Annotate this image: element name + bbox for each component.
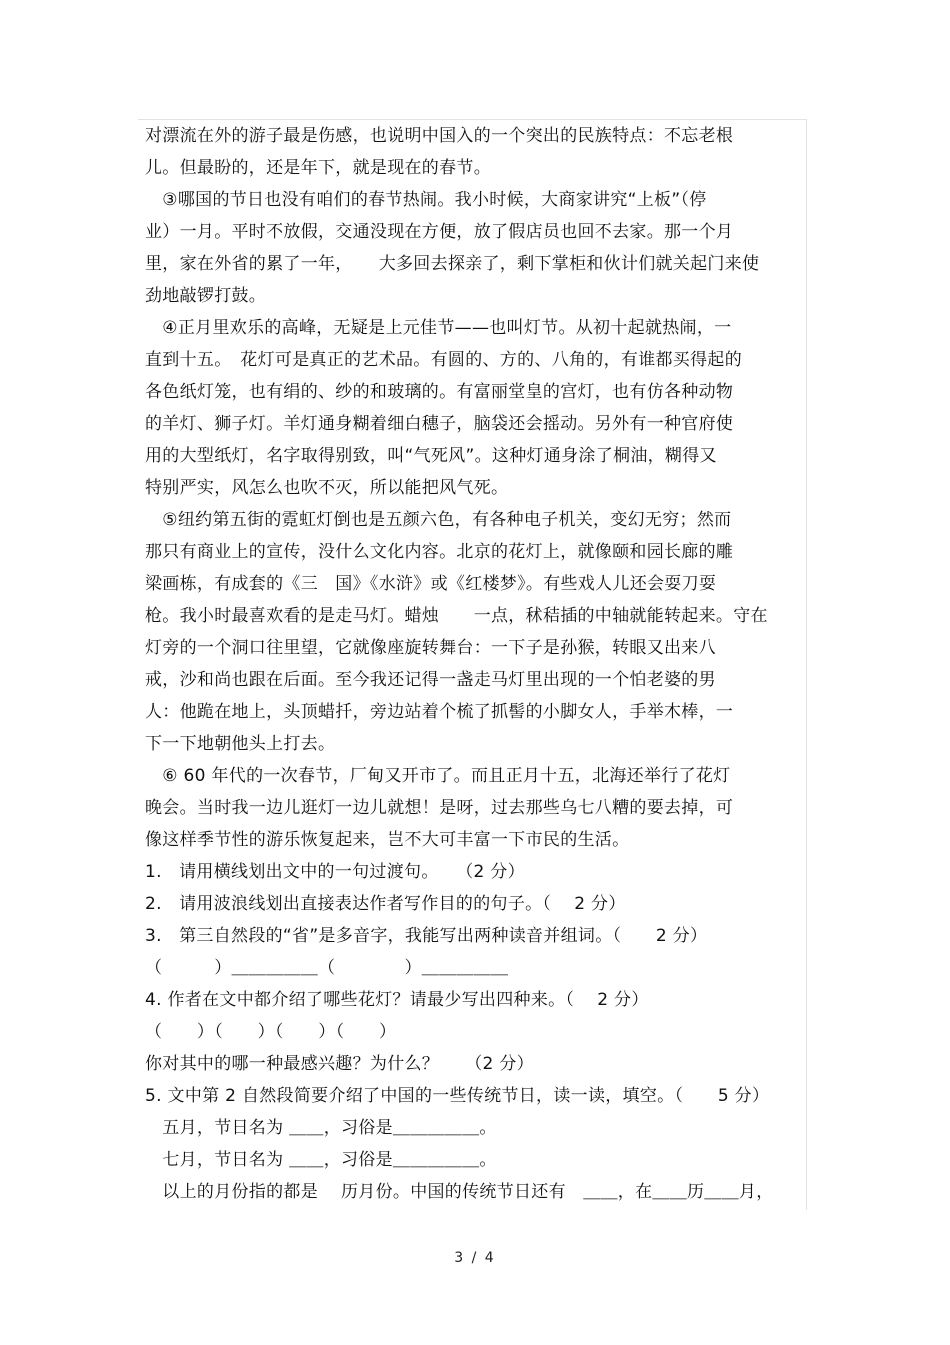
text-line: 下一下地朝他头上打去。 [145, 734, 336, 754]
text-line: 里，家在外省的累了一年， 大多回去探亲了，剩下掌柜和伙计们就关起门来使 [145, 254, 760, 274]
text-line: 那只有商业上的宣传，没什么文化内容。北京的花灯上，就像颐和园长廊的雕 [145, 542, 734, 562]
text-line: 戒，沙和尚也跟在后面。至今我还记得一盏走马灯里出现的一个怕老婆的男 [145, 670, 716, 690]
text-line: 直到十五。 花灯可是真正的艺术品。有圆的、方的、八角的，有谁都买得起的 [145, 350, 742, 370]
text-line: 劲地敲锣打鼓。 [145, 286, 267, 306]
text-line: 业）一月。平时不放假，交通没现在方便，放了假店员也回不去家。那一个月 [145, 222, 734, 242]
text-line: 用的大型纸灯，名字取得别致，叫“气死风”。这种灯通身涂了桐油，糊得又 [145, 446, 717, 466]
text-line: 的羊灯、狮子灯。羊灯通身糊着细白穗子，脑袋还会摇动。另外有一种官府使 [145, 414, 734, 434]
question-5: 5. 文中第 2 自然段简要介绍了中国的一些传统节日，读一读，填空。（ 5 分） [145, 1086, 770, 1106]
text-line: 人：他跪在地上，头顶蜡扦，旁边站着个梳了抓髻的小脚女人，手举木棒，一 [145, 702, 734, 722]
text-line: 儿。但最盼的，还是年下，就是现在的春节。 [145, 158, 491, 178]
text-line: 对漂流在外的游子最是伤感，也说明中国入的一个突出的民族特点：不忘老根 [145, 126, 734, 146]
fill-in-line: 七月，节日名为 ＿＿，习俗是＿＿＿＿＿。 [145, 1150, 497, 1170]
page-number: 3 / 4 [454, 1250, 496, 1266]
question-4-followup: 你对其中的哪一种最感兴趣？为什么？ （2 分） [145, 1054, 534, 1074]
text-line: 特别严实，风怎么也吹不灭，所以能把风气死。 [145, 478, 509, 498]
question-3: 3. 第三自然段的“省”是多音字，我能写出两种读音并组词。（ 2 分） [145, 926, 708, 946]
text-line: ④正月里欢乐的高峰，无疑是上元佳节——也叫灯节。从初十起就热闹，一 [145, 318, 732, 338]
text-line: 晚会。当时我一边儿逛灯一边儿就想！是呀，过去那些乌七八糟的要去掉，可 [145, 798, 734, 818]
fill-in-line: 五月，节日名为 ＿＿，习俗是＿＿＿＿＿。 [145, 1118, 497, 1138]
text-line: 像这样季节性的游乐恢复起来，岂不大可丰富一下市民的生活。 [145, 830, 630, 850]
question-1: 1. 请用横线划出文中的一句过渡句。 （2 分） [145, 862, 525, 882]
fill-in-line: 以上的月份指的都是 历月份。中国的传统节日还有 ＿＿，在＿＿历＿＿月， [145, 1182, 774, 1202]
text-line: ③哪国的节日也没有咱们的春节热闹。我小时候，大商家讲究“上板”（停 [145, 190, 707, 210]
text-line: ⑥ 60 年代的一次春节，厂甸又开市了。而且正月十五，北海还举行了花灯 [145, 766, 731, 786]
question-4: 4. 作者在文中都介绍了哪些花灯？请最少写出四种来。（ 2 分） [145, 990, 649, 1010]
text-line: 各色纸灯笼，也有绢的、纱的和玻璃的。有富丽堂皇的宫灯，也有仿各种动物 [145, 382, 734, 402]
answer-blanks: （ ）（ ）（ ）（ ） [145, 1022, 397, 1042]
question-2: 2. 请用波浪线划出直接表达作者写作目的的句子。（ 2 分） [145, 894, 626, 914]
text-line: ⑤纽约第五街的霓虹灯倒也是五颜六色，有各种电子机关，变幻无穷；然而 [145, 510, 732, 530]
text-line: 枪。我小时最喜欢看的是走马灯。蜡烛 一点，秫秸插的中轴就能转起来。守在 [145, 606, 768, 626]
page-frame [138, 119, 807, 1210]
text-line: 灯旁的一个洞口往里望，它就像座旋转舞台：一下子是孙猴，转眼又出来八 [145, 638, 716, 658]
answer-blanks: （ ）＿＿＿＿＿（ ）＿＿＿＿＿ [145, 958, 509, 978]
text-line: 梁画栋，有成套的《三 国》《水浒》或《红楼梦》。有些戏人儿还会耍刀耍 [145, 574, 717, 594]
